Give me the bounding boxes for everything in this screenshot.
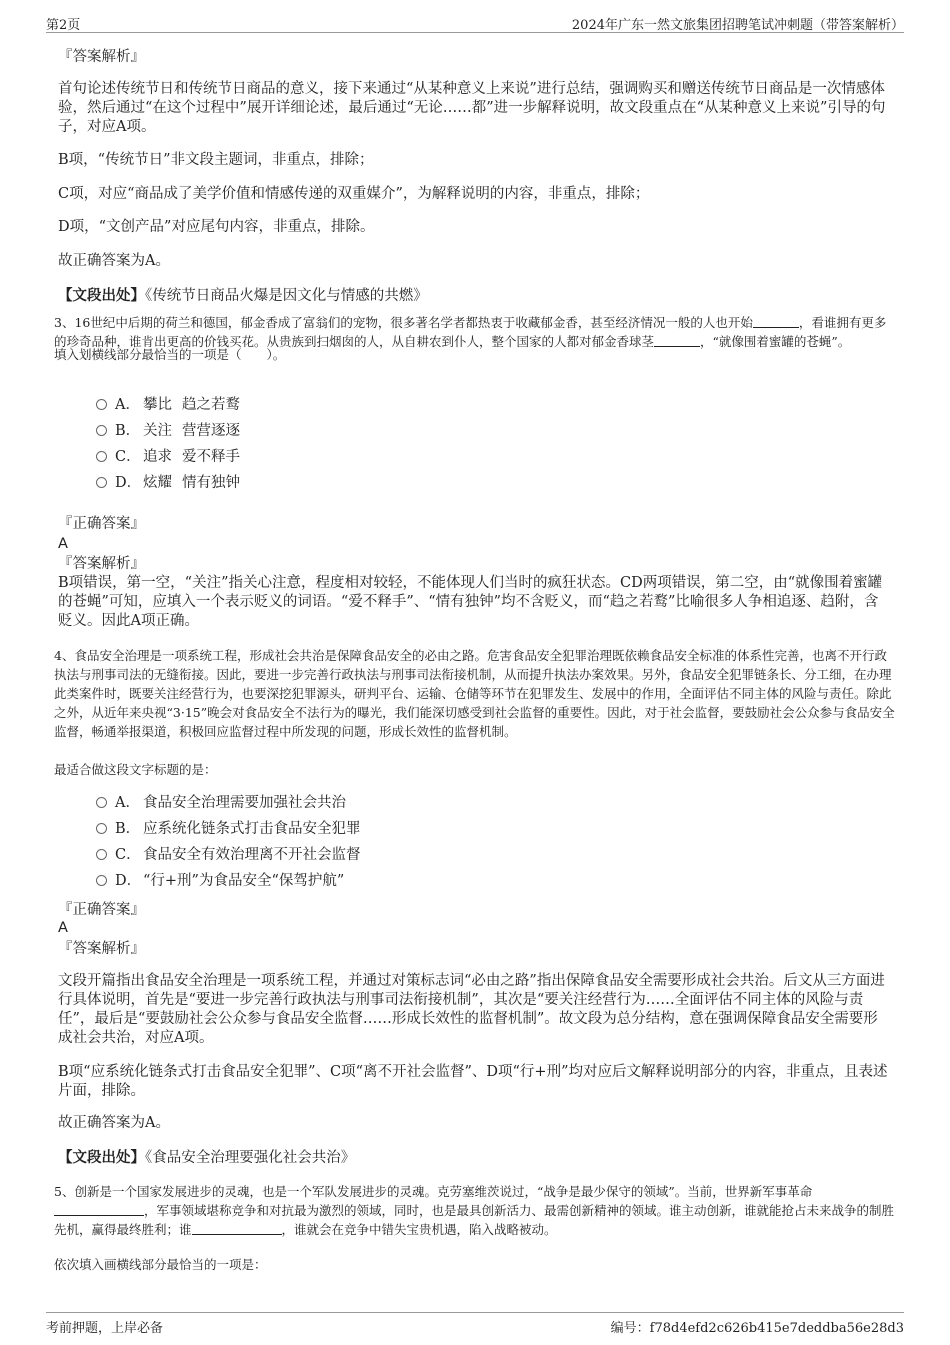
- q2-conclusion: 故正确答案为A。: [58, 253, 170, 269]
- radio-icon[interactable]: [96, 849, 107, 860]
- page-footer: [46, 1312, 904, 1337]
- q5-stem-part3: ，谁就会在竞争中错失宝贵机遇，陷入战略被动。: [281, 1222, 557, 1237]
- radio-icon[interactable]: [96, 399, 107, 410]
- q2-source-title: 《传统节日商品火爆是因文化与情感的共燃》: [145, 288, 428, 304]
- q5-blank-2: [192, 1223, 282, 1235]
- q3-stem-part2: ，看谁拥有更多的珍奇品种，谁肯出更高的价钱买花。从贵族到扫烟囱的人，从自耕农到仆人，整个国家的人都对郁金香球茎: [54, 315, 887, 349]
- radio-icon[interactable]: [96, 425, 107, 436]
- q3-option-c[interactable]: C． 追求 爱不释手: [96, 447, 240, 467]
- document-id: 编号：f78d4efd2c626b415e7deddba56e28d3: [610, 1321, 904, 1336]
- q3-prompt: 填入划横线部分最恰当的一项是（ ）。: [54, 347, 286, 362]
- q4-prompt: 最适合做这段文字标题的是：: [54, 762, 217, 777]
- q4-analysis-paragraph: 文段开篇指出食品安全治理是一项系统工程，并通过对策标志词“必由之路”指出保障食品安全需要形成社会共治。后文从三方面进行具体说明，首先是“要进一步完善行政执法与刑事司法衔接机制”，其次是“要关注经营行为……全面评估不同主体的风险与责任”，最后是“要鼓励社会公众参与食品安全监督……形成长效性的监督机制”。故文段为总分结构，意在强调保障食品安全需要形成社会共治，对应A项。: [58, 973, 885, 1046]
- q3-option-a[interactable]: A． 攀比 趋之若鹜: [96, 395, 240, 415]
- footer-slogan: 考前押题，上岸必备: [46, 1321, 164, 1336]
- radio-icon[interactable]: [96, 477, 107, 488]
- radio-icon[interactable]: [96, 451, 107, 462]
- q4-option-a[interactable]: A． 食品安全治理需要加强社会共治: [96, 793, 346, 813]
- q3-analysis: B项错误，第一空，“关注”指关心注意，程度相对较轻，不能体现人们当时的疯狂状态。CD两项错误，第二空，由“就像围着蜜罐的苍蝇”可知，应填入一个表示贬义的词语。“爱不释手”、“情有独钟”均不含贬义，而“趋之若鹜”比喻很多人争相追逐、趋附，含贬义。因此A项正确。: [58, 575, 883, 629]
- q3-stem-part1: 3、16世纪中后期的荷兰和德国，郁金香成了富翁们的宠物，很多著名学者都热衷于收藏郁金香，甚至经济情况一般的人也开始: [54, 315, 753, 330]
- q2-analysis-option-b: B项，“传统节日”非文段主题词，非重点，排除；: [58, 152, 374, 168]
- radio-icon[interactable]: [96, 875, 107, 886]
- q5-stem: [54, 1182, 897, 1239]
- page-number: 第2页: [46, 18, 81, 33]
- page-header: [46, 12, 904, 33]
- q3-option-d[interactable]: D． 炫耀 情有独钟: [96, 473, 240, 493]
- q3-stem-part3: ，“就像围着蜜罐的苍蝇”。: [700, 334, 851, 349]
- q3-blank-2: [654, 335, 700, 347]
- q3-answer: A: [58, 536, 68, 552]
- q4-option-d[interactable]: D． “行+刑”为食品安全“保驾护航”: [96, 871, 344, 891]
- q4-source-label: 【文段出处】: [58, 1149, 145, 1166]
- q4-analysis-paragraph-2: B项“应系统化链条式打击食品安全犯罪”、C项“离不开社会监督”、D项“行+刑”均对应后文解释说明部分的内容，非重点，且表述片面，排除。: [58, 1064, 888, 1099]
- q3-option-b[interactable]: B． 关注 营营逐逐: [96, 421, 240, 441]
- q4-stem: 4、食品安全治理是一项系统工程，形成社会共治是保障食品安全的必由之路。危害食品安全犯罪治理既依赖食品安全标准的体系性完善，也离不开行政执法与刑事司法的无缝衔接。因此，要进一步完善行政执法与刑事司法衔接机制，从而提升执法办案效果。另外，食品安全犯罪链条长、分工细，在办理此类案件时，既要关注经营行为，也要深挖犯罪源头，研判平台、运输、仓储等环节在犯罪发生、发展中的作用，全面评估不同主体的风险与责任。除此之外，从近年来央视“3·15”晚会对食品安全不法行为的曝光，我们能深切感受到社会监督的重要性。因此，对于社会监督，要鼓励社会公众参与食品安全监督，畅通举报渠道，积极回应监督过程中所发现的问题，形成长效性的监督机制。: [54, 648, 895, 739]
- radio-icon[interactable]: [96, 823, 107, 834]
- q4-option-b[interactable]: B． 应系统化链条式打击食品安全犯罪: [96, 819, 361, 839]
- q2-analysis-option-d: D项，“文创产品”对应尾句内容，非重点，排除。: [58, 219, 375, 235]
- q2-source: [58, 286, 890, 306]
- q2-analysis-paragraph: 首句论述传统节日和传统节日商品的意义，接下来通过“从某种意义上来说”进行总结，强调购买和赠送传统节日商品是一次情感体验，然后通过“在这个过程中”展开详细论述，最后通过“无论……都”进一步解释说明，故文段重点在“从某种意义上来说”引导的句子，对应A项。: [58, 81, 886, 135]
- q4-analysis-heading: 『答案解析』: [58, 941, 145, 957]
- q4-answer-heading: 『正确答案』: [58, 902, 145, 918]
- q2-analysis-heading: 『答案解析』: [58, 49, 145, 65]
- q5-stem-part2: ，军事领域堪称竞争和对抗最为激烈的领域，同时，也是最具创新活力、最需创新精神的领域。谁主动创新，谁就能抢占未来战争的制胜先机，赢得最终胜利；谁: [54, 1203, 895, 1237]
- q5-blank-1: [54, 1204, 144, 1216]
- q4-answer: A: [58, 920, 68, 936]
- q2-analysis-option-c: C项，对应“商品成了美学价值和情感传递的双重媒介”，为解释说明的内容，非重点，排除；: [58, 186, 650, 202]
- q3-blank-1: [753, 316, 799, 328]
- q4-source-title: 《食品安全治理要强化社会共治》: [145, 1150, 356, 1166]
- q4-conclusion: 故正确答案为A。: [58, 1115, 170, 1131]
- q5-stem-part1: 5、创新是一个国家发展进步的灵魂，也是一个军队发展进步的灵魂。克劳塞维茨说过，“战争是最少保守的领域”。当前，世界新军事革命: [54, 1184, 813, 1199]
- q4-source: [58, 1148, 890, 1168]
- q3-answer-heading: 『正确答案』: [58, 516, 145, 532]
- document-title: 2024年广东一然文旅集团招聘笔试冲刺题（带答案解析）: [571, 18, 904, 33]
- radio-icon[interactable]: [96, 797, 107, 808]
- q3-analysis-heading: 『答案解析』: [58, 556, 145, 572]
- q2-source-label: 【文段出处】: [58, 287, 145, 304]
- q4-option-c[interactable]: C． 食品安全有效治理离不开社会监督: [96, 845, 361, 865]
- q5-prompt: 依次填入画横线部分最恰当的一项是：: [54, 1257, 267, 1272]
